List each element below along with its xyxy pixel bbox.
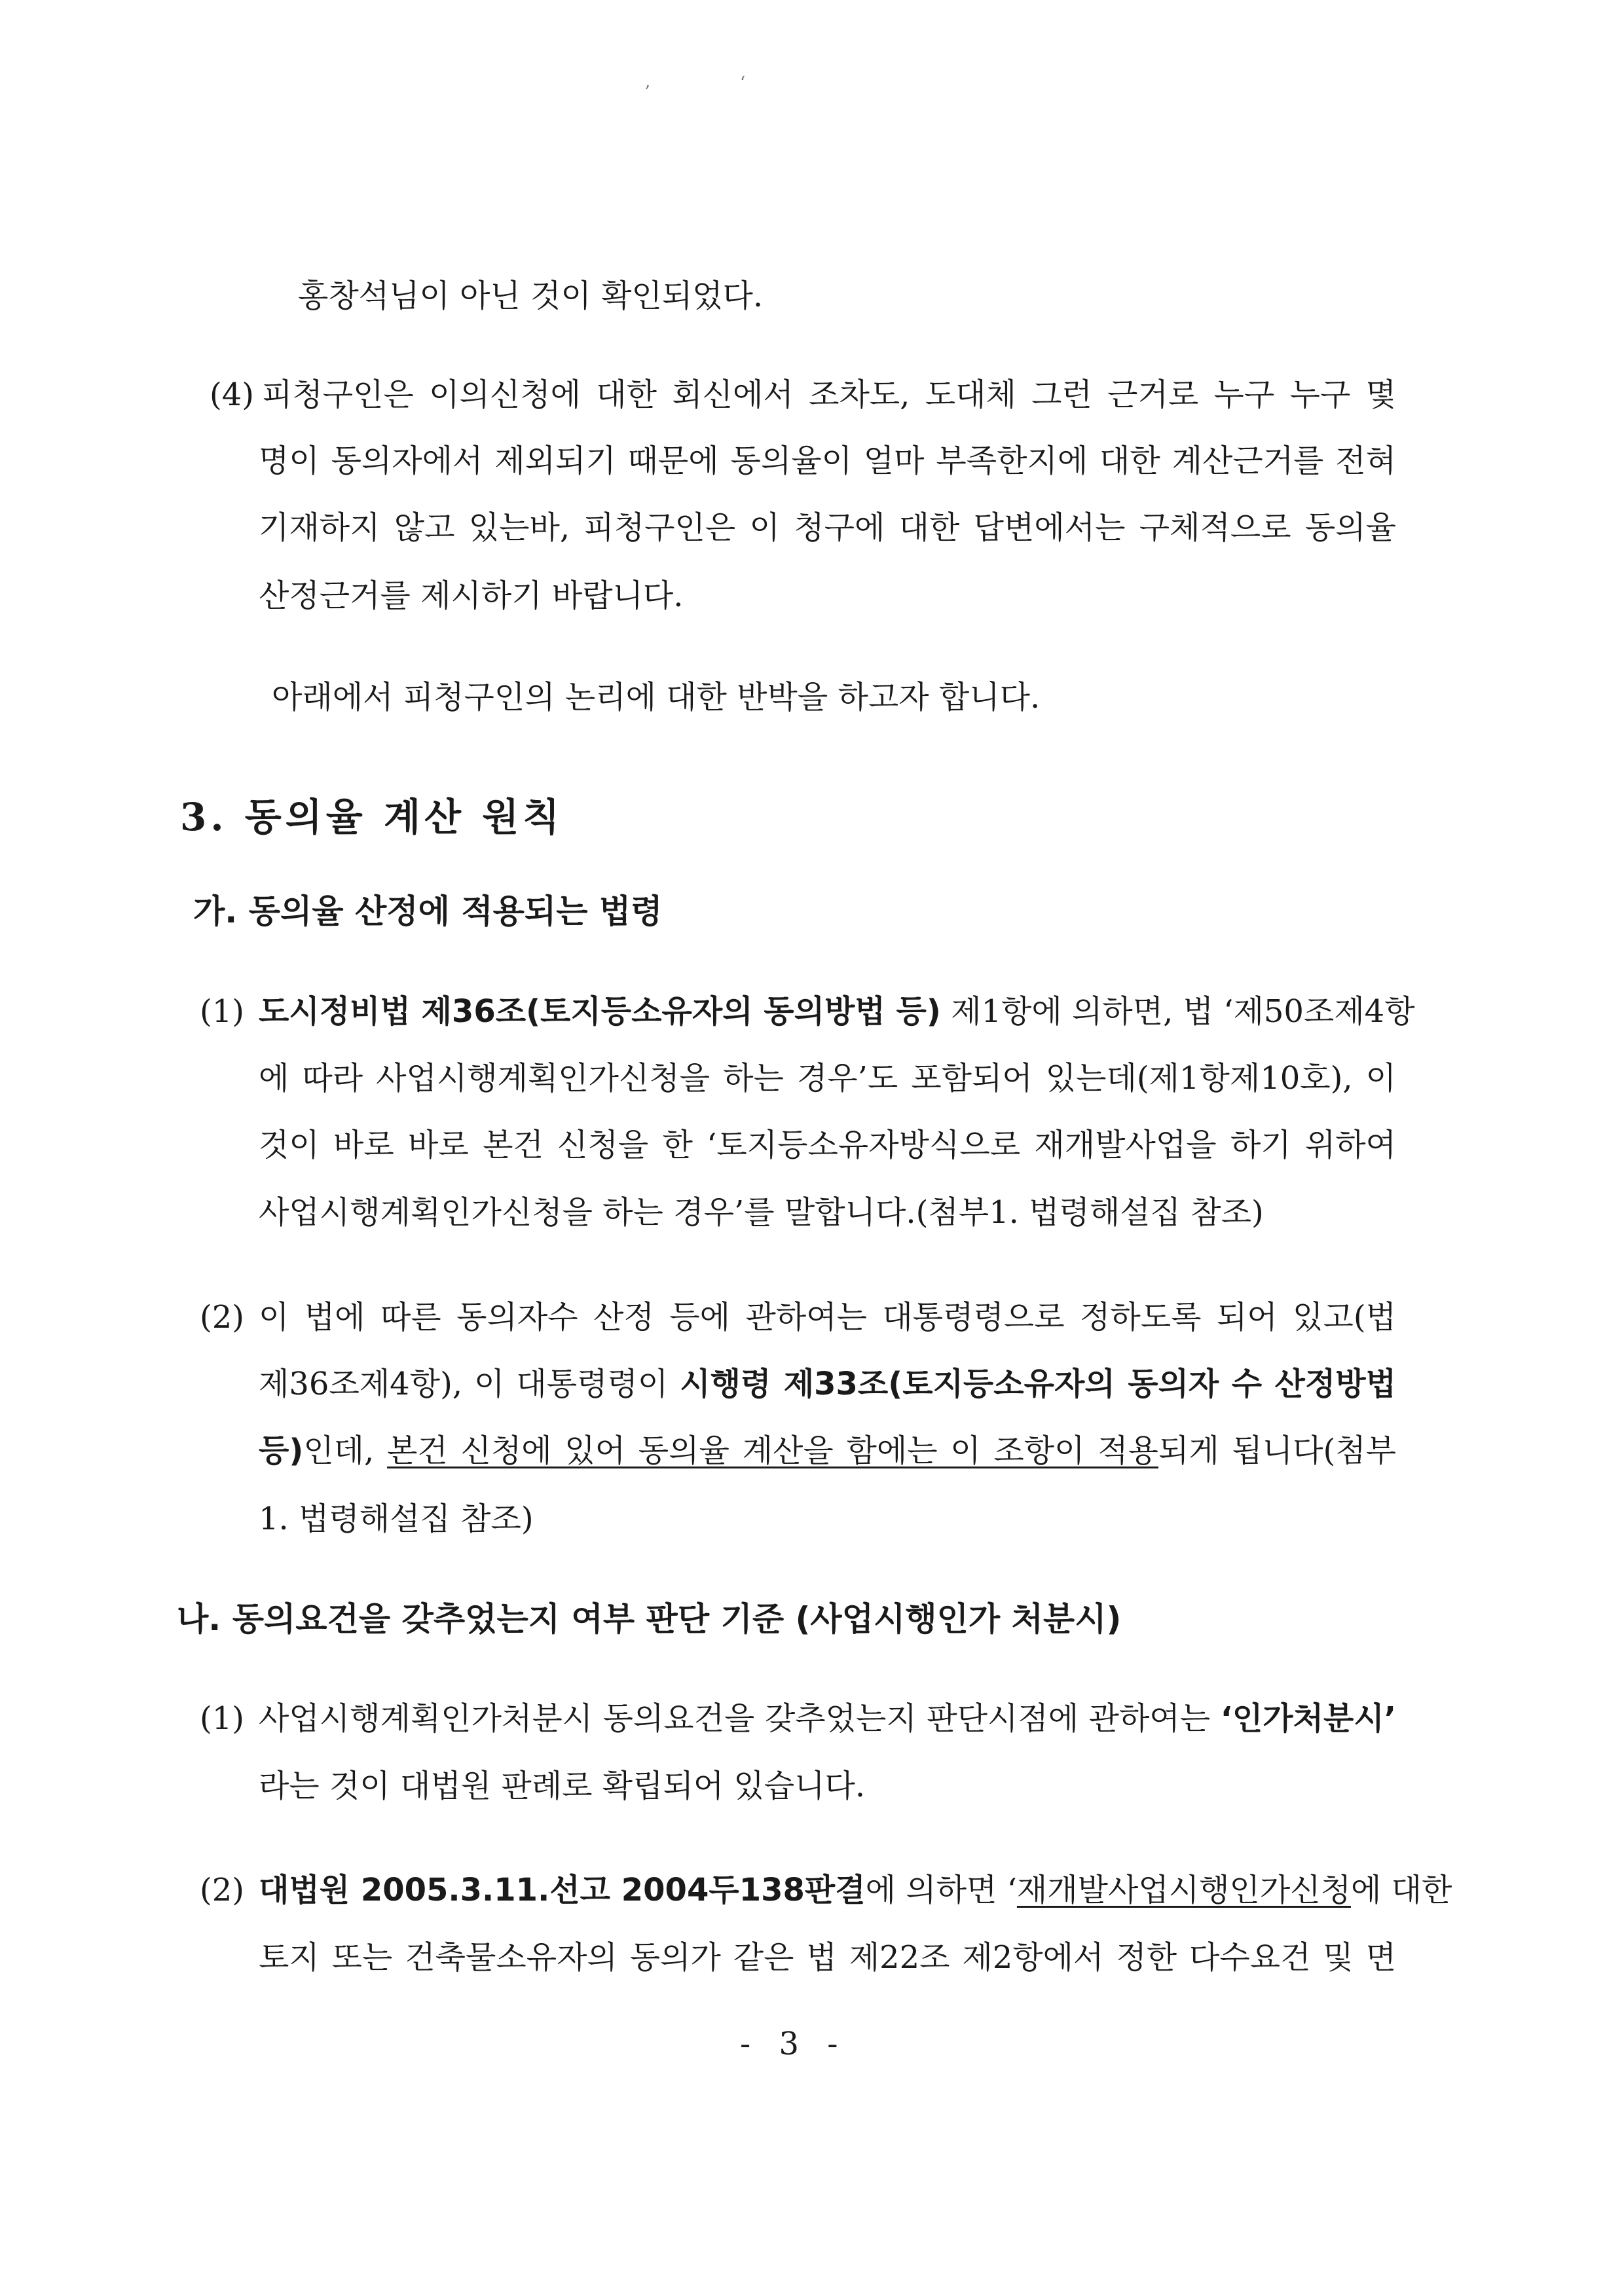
item-4-line-3: 기재하지 않고 있는바, 피청구인은 이 청구에 대한 답변에서는 구체적으로 동의율 — [259, 509, 1396, 546]
page-number: - 3 - — [740, 2026, 847, 2062]
paragraph-rebuttal: 아래에서 피청구인의 논리에 대한 반박을 하고자 합니다. — [272, 679, 1041, 716]
ga-item-2-decree-ref-end: 등) — [259, 1432, 304, 1469]
item-4-line-4: 산정근거를 제시하기 바랍니다. — [259, 577, 684, 614]
na-item-1-line-1-pre: 사업시행계획인가처분시 동의요건을 갖추었는지 판단시점에 관하여는 — [259, 1700, 1221, 1737]
na-item-1-line-1 — [259, 1699, 1396, 1738]
ga-item-2-line-2 — [259, 1364, 1396, 1404]
item-4-number: (4) — [210, 376, 254, 413]
na-item-2-line-2: 토지 또는 건축물소유자의 동의가 같은 법 제22조 제2항에서 정한 다수요건 및 면 — [259, 1939, 1396, 1976]
item-4-line-2: 명이 동의자에서 제외되기 때문에 동의율이 얼마 부족한지에 대한 계산근거를 전혀 — [259, 443, 1396, 479]
ga-item-1-law-ref: 도시정비법 제36조(토지등소유자의 동의방법 등) — [259, 993, 941, 1030]
ga-item-2-line-3 — [259, 1431, 1396, 1470]
ga-item-1-line-2: 에 따라 사업시행계획인가신청을 하는 경우’도 포함되어 있는데(제1항제10호), 이 — [259, 1060, 1396, 1097]
na-item-2-underlined-term: 재개발사업시행인가신청 — [1016, 1872, 1351, 1908]
ga-item-2-decree-ref: 시행령 제33조(토지등소유자의 동의자 수 산정방법 — [680, 1366, 1396, 1402]
ga-item-1-line-3: 것이 바로 바로 본건 신청을 한 ‘토지등소유자방식으로 재개발사업을 하기 위하여 — [259, 1127, 1396, 1163]
na-item-2-number: (2) — [200, 1872, 244, 1908]
scan-mark-left: , — [645, 72, 651, 92]
na-item-1-line-2: 라는 것이 대법원 판례로 확립되어 있습니다. — [259, 1768, 866, 1804]
ga-item-2-line-3-mid: 인데, — [303, 1432, 388, 1469]
paragraph-intro-end: 홍창석님이 아닌 것이 확인되었다. — [298, 278, 764, 314]
ga-item-2-line-4: 1. 법령해설집 참조) — [259, 1501, 534, 1537]
ga-item-1-number: (1) — [200, 993, 244, 1030]
ga-item-1-line-1-rest: 제1항에 의하면, 법 ‘제50조제4항 — [940, 993, 1415, 1030]
ga-item-2-underlined-claim: 본건 신청에 있어 동의율 계산을 함에는 이 조항이 적용 — [387, 1432, 1158, 1469]
scan-mark-right: ‘ — [740, 73, 746, 93]
ga-item-2-line-3-rest: 되게 됩니다(첨부 — [1158, 1432, 1396, 1469]
na-item-2-line-1 — [259, 1870, 1452, 1910]
subsection-na-heading: 나. 동의요건을 갖추었는지 여부 판단 기준 (사업시행인가 처분시) — [177, 1600, 1122, 1638]
na-item-2-line-1-rest: 에 대한 — [1350, 1872, 1452, 1908]
na-item-2-line-1-mid: 에 의하면 ‘ — [865, 1872, 1017, 1908]
section-3-heading: 3. 동의율 계산 원칙 — [180, 795, 564, 839]
item-4-line-1: 피청구인은 이의신청에 대한 회신에서 조차도, 도대체 그런 근거로 누구 누구 몇 — [262, 376, 1396, 413]
ga-item-1-line-4: 사업시행계획인가신청을 하는 경우’를 말합니다.(첨부1. 법령해설집 참조) — [259, 1194, 1264, 1231]
ga-item-2-line-1: 이 법에 따른 동의자수 산정 등에 관하여는 대통령령으로 정하도록 되어 있고(법 — [259, 1299, 1396, 1336]
ga-item-2-number: (2) — [200, 1299, 244, 1336]
na-item-1-approval-time: ‘인가처분시’ — [1220, 1700, 1396, 1737]
na-item-1-number: (1) — [200, 1700, 244, 1737]
subsection-ga-heading: 가. 동의율 산정에 적용되는 법령 — [193, 892, 663, 930]
ga-item-1-line-1 — [259, 992, 1415, 1031]
na-item-2-supreme-court-case: 대법원 2005.3.11.선고 2004두138판결 — [259, 1872, 866, 1908]
ga-item-2-line-2-pre: 제36조제4항), 이 대통령령이 — [259, 1366, 680, 1402]
